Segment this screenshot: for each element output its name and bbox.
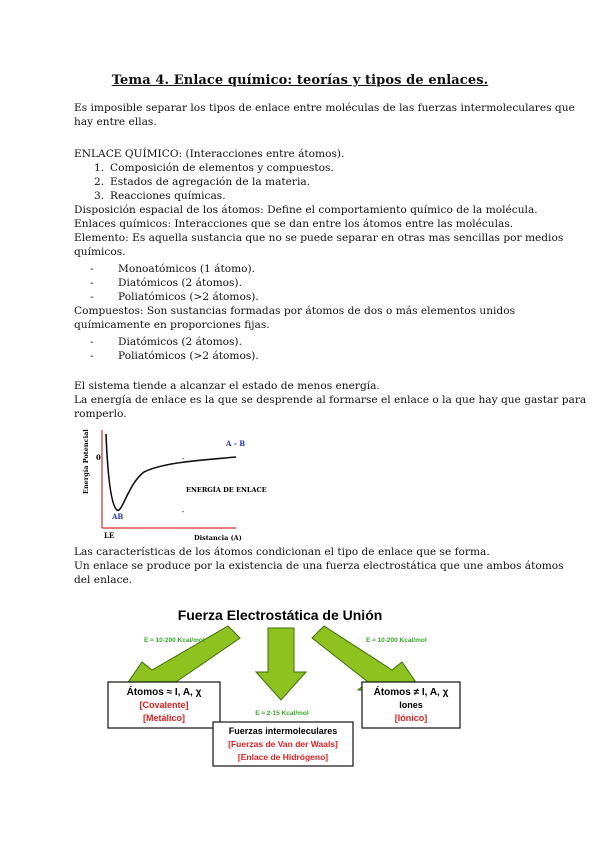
left-box-title: Átomos ≈ I, A, χ [126, 687, 202, 698]
bond-type-diagram [100, 600, 480, 770]
middle-box-hidrogeno: [Enlace de Hidrógeno] [237, 752, 329, 762]
middle-arrow [256, 628, 306, 700]
curve-label: A - B [226, 439, 246, 448]
energy-left-label: E ≈ 10-200 Kcal/mol [144, 637, 205, 644]
compuestos-item: - Diatómicos (2 átomos). [90, 336, 242, 348]
diagram-header: Fuerza Electrostática de Unión [177, 607, 383, 623]
middle-box-title: Fuerzas intermoleculares [228, 726, 338, 736]
well-label: AB [112, 512, 124, 521]
energy-label: ENERGÍA DE ENLACE [186, 486, 267, 494]
tick-mark: - [182, 509, 185, 516]
energy-right-label: E ≈ 10-200 Kcal/mol [366, 637, 427, 644]
elemento-item: - Poliatómicos (>2 átomos). [90, 291, 259, 303]
after-graph-line-2: Un enlace se produce por la existencia de una fuerza electrostática que une ambos átomos [74, 560, 564, 572]
potential-curve [106, 434, 236, 510]
left-box-metalico: [Metálico] [142, 713, 186, 723]
left-box-covalente: [Covalente] [139, 700, 189, 710]
elemento-item: - Monoatómicos (1 átomo). [90, 263, 256, 275]
energy-potential-graph [74, 424, 267, 544]
y-axis-label: Energía Potencial [82, 429, 90, 494]
compuestos-line-1: Compuestos: Son sustancias formadas por átomos de dos o más elementos unidos [74, 305, 516, 317]
sistema-text: El sistema tiende a alcanzar el estado de menos energía. [74, 380, 380, 392]
intro-line-2: hay entre ellas. [74, 116, 157, 128]
x-axis-label: Distancia (A) [194, 534, 242, 542]
numbered-item: 1. Composición de elementos y compuestos. [94, 162, 334, 174]
elemento-line-2: químicos. [74, 246, 126, 258]
energia-line-1: La energía de enlace es la que se desprende al formarse el enlace o la que hay que gastar para [74, 394, 587, 406]
numbered-item: 3. Reacciones químicas. [94, 190, 226, 202]
tick-mark: - [182, 456, 185, 463]
zero-label: 0 [96, 453, 101, 462]
enlaces-quimicos-text: Enlaces químicos: Interacciones que se dan entre los átomos entre las moléculas. [74, 218, 514, 230]
right-box-ionico: [Iónico] [394, 713, 428, 723]
right-box-title: Átomos ≠ I, A, χ [373, 687, 449, 698]
enlace-heading: ENLACE QUÍMICO: (Interacciones entre átomos). [74, 148, 345, 160]
page-title: Tema 4. Enlace químico: teorías y tipos de enlaces. [111, 73, 489, 88]
compuestos-line-2: químicamente en proporciones fijas. [74, 319, 270, 331]
after-graph-line-3: del enlace. [74, 574, 133, 586]
elemento-line-1: Elemento: Es aquella sustancia que no se puede separar en otras mas sencillas por medios [74, 232, 564, 244]
middle-box-vdw: [Fuerzas de Van der Waals] [228, 739, 338, 749]
after-graph-line-1: Las características de los átomos condicionan el tipo de enlace que se forma. [74, 546, 490, 558]
right-box-subtitle: Iones [399, 700, 423, 710]
elemento-item: - Diatómicos (2 átomos). [90, 277, 242, 289]
energia-line-2: romperlo. [74, 408, 127, 420]
numbered-item: 2. Estados de agregación de la materia. [94, 176, 311, 188]
energy-middle-label: E ≈ 2-15 Kcal/mol [255, 710, 309, 717]
le-label: LE [104, 531, 115, 540]
disposicion-text: Disposición espacial de los átomos: Define el comportamiento químico de la molécula. [74, 204, 538, 216]
compuestos-item: - Poliatómicos (>2 átomos). [90, 350, 259, 362]
intro-line-1: Es imposible separar los tipos de enlace entre moléculas de las fuerzas intermoleculares que [74, 102, 575, 114]
